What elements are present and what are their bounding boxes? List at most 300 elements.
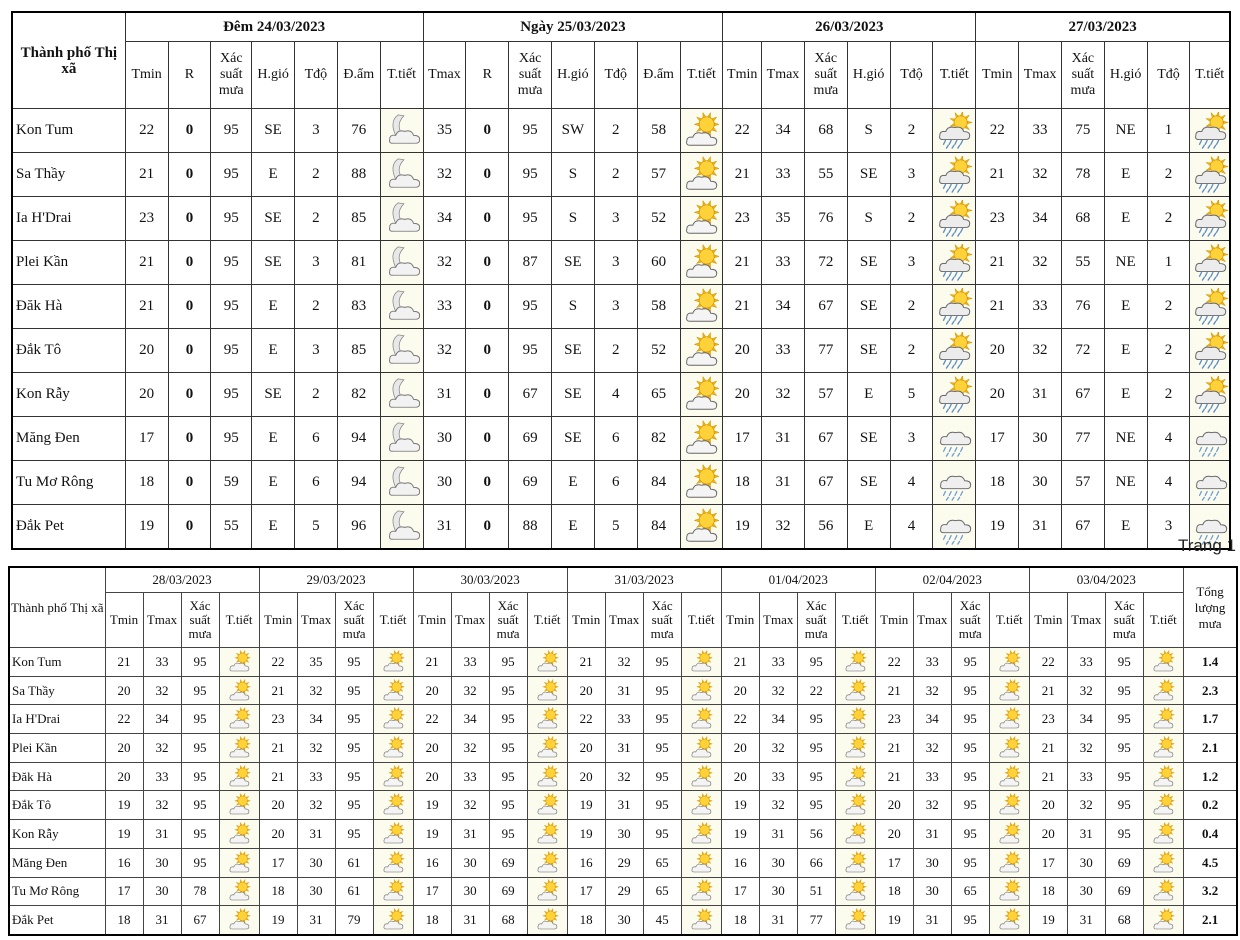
data-cell: 23 bbox=[1029, 705, 1067, 734]
data-cell: 17 bbox=[1029, 848, 1067, 877]
data-cell: 95 bbox=[1105, 676, 1143, 705]
data-cell: 20 bbox=[721, 762, 759, 791]
data-cell: 30 bbox=[759, 877, 797, 906]
sunny-cloud-icon bbox=[373, 848, 413, 877]
data-cell: 2 bbox=[890, 329, 933, 373]
data-cell: 32 bbox=[143, 734, 181, 763]
city-name: Tu Mơ Rông bbox=[12, 461, 125, 505]
cloudy-night-icon bbox=[380, 285, 423, 329]
data-cell: 21 bbox=[1029, 734, 1067, 763]
sunny-cloud-icon bbox=[989, 648, 1029, 677]
data-cell: 32 bbox=[1019, 153, 1062, 197]
data-cell: 0 bbox=[466, 373, 509, 417]
data-cell: 2 bbox=[295, 285, 338, 329]
data-cell: 95 bbox=[509, 285, 552, 329]
data-cell: 84 bbox=[637, 505, 680, 550]
data-cell: 55 bbox=[1061, 241, 1104, 285]
data-cell: 31 bbox=[297, 906, 335, 935]
data-cell: E bbox=[1104, 373, 1147, 417]
sunny-cloud-icon bbox=[373, 648, 413, 677]
data-cell: 21 bbox=[1029, 676, 1067, 705]
data-cell: 45 bbox=[643, 906, 681, 935]
data-cell: NE bbox=[1104, 417, 1147, 461]
data-cell: E bbox=[252, 417, 295, 461]
data-cell: 32 bbox=[143, 676, 181, 705]
data-cell: 33 bbox=[762, 153, 805, 197]
column-header: T.tiết bbox=[219, 593, 259, 648]
data-cell: 21 bbox=[125, 241, 168, 285]
data-cell: 57 bbox=[804, 373, 847, 417]
data-cell: 95 bbox=[951, 848, 989, 877]
sunny-cloud-icon bbox=[373, 906, 413, 935]
city-name: Plei Kần bbox=[12, 241, 125, 285]
sunny-cloud-icon bbox=[989, 705, 1029, 734]
city-name: Sa Thầy bbox=[12, 153, 125, 197]
data-cell: 51 bbox=[797, 877, 835, 906]
data-cell: NE bbox=[1104, 461, 1147, 505]
sunny-cloud-icon bbox=[1143, 762, 1183, 791]
sun-cloud-rain-icon bbox=[933, 153, 976, 197]
data-cell: 95 bbox=[335, 648, 373, 677]
data-cell: E bbox=[847, 505, 890, 550]
data-cell: 2 bbox=[1147, 329, 1190, 373]
data-cell: 0 bbox=[466, 241, 509, 285]
data-cell: SE bbox=[552, 417, 595, 461]
data-cell: 33 bbox=[1067, 648, 1105, 677]
data-cell: 59 bbox=[211, 461, 252, 505]
cloudy-night-icon bbox=[380, 109, 423, 153]
data-cell: 34 bbox=[423, 197, 466, 241]
data-cell: 30 bbox=[1019, 461, 1062, 505]
data-cell: 55 bbox=[804, 153, 847, 197]
data-cell: 33 bbox=[451, 762, 489, 791]
data-cell: 29 bbox=[605, 877, 643, 906]
sunny-cloud-icon bbox=[527, 877, 567, 906]
data-cell: 6 bbox=[594, 461, 637, 505]
data-cell: 22 bbox=[721, 705, 759, 734]
data-cell: 75 bbox=[1061, 109, 1104, 153]
data-cell: 21 bbox=[105, 648, 143, 677]
city-name: Plei Kần bbox=[9, 734, 105, 763]
data-cell: 95 bbox=[489, 820, 527, 849]
total-rain-cell: 1.7 bbox=[1183, 705, 1237, 734]
sunny-cloud-icon bbox=[373, 734, 413, 763]
cloudy-night-icon bbox=[380, 153, 423, 197]
city-column-header: Thành phố Thị xã bbox=[9, 567, 105, 648]
table-row bbox=[12, 197, 1230, 241]
data-cell: 95 bbox=[1105, 705, 1143, 734]
data-cell: 69 bbox=[489, 848, 527, 877]
data-cell: 33 bbox=[297, 762, 335, 791]
data-cell: 65 bbox=[951, 877, 989, 906]
sunny-cloud-icon bbox=[373, 762, 413, 791]
data-cell: 31 bbox=[451, 820, 489, 849]
sunny-cloud-icon bbox=[1143, 734, 1183, 763]
data-cell: 61 bbox=[335, 848, 373, 877]
sunny-cloud-icon bbox=[527, 648, 567, 677]
data-cell: 2 bbox=[1147, 285, 1190, 329]
column-header: Tmax bbox=[1019, 42, 1062, 109]
data-cell: 34 bbox=[762, 109, 805, 153]
data-cell: 60 bbox=[637, 241, 680, 285]
sunny-cloud-icon bbox=[681, 648, 721, 677]
data-cell: 18 bbox=[413, 906, 451, 935]
data-cell: 77 bbox=[804, 329, 847, 373]
data-cell: 95 bbox=[509, 329, 552, 373]
cloudy-night-icon bbox=[380, 197, 423, 241]
table-row bbox=[12, 329, 1230, 373]
cloudy-night-icon bbox=[380, 461, 423, 505]
sunny-cloud-icon bbox=[835, 848, 875, 877]
data-cell: 58 bbox=[637, 285, 680, 329]
city-name: Đắk Tô bbox=[9, 791, 105, 820]
cloud-rain-icon bbox=[933, 417, 976, 461]
data-cell: 2 bbox=[1147, 373, 1190, 417]
data-cell: 21 bbox=[875, 762, 913, 791]
data-cell: 57 bbox=[1061, 461, 1104, 505]
data-cell: SE bbox=[252, 109, 295, 153]
data-cell: 21 bbox=[259, 762, 297, 791]
data-cell: 17 bbox=[976, 417, 1019, 461]
data-cell: 17 bbox=[875, 848, 913, 877]
data-cell: 3 bbox=[295, 329, 338, 373]
data-cell: 95 bbox=[643, 676, 681, 705]
sunny-cloud-icon bbox=[835, 676, 875, 705]
city-name: Ia H'Drai bbox=[9, 705, 105, 734]
data-cell: 3 bbox=[890, 241, 933, 285]
data-cell: 31 bbox=[1019, 505, 1062, 550]
sunny-cloud-icon bbox=[1143, 848, 1183, 877]
data-cell: 0 bbox=[466, 109, 509, 153]
data-cell: 68 bbox=[804, 109, 847, 153]
data-cell: 19 bbox=[105, 820, 143, 849]
data-cell: 30 bbox=[297, 877, 335, 906]
data-cell: 2 bbox=[594, 329, 637, 373]
data-cell: 6 bbox=[594, 417, 637, 461]
data-cell: 88 bbox=[509, 505, 552, 550]
total-rain-cell: 2.1 bbox=[1183, 906, 1237, 935]
data-cell: 17 bbox=[723, 417, 762, 461]
sun-cloud-rain-icon bbox=[1190, 197, 1230, 241]
data-cell: 31 bbox=[913, 820, 951, 849]
data-cell: 20 bbox=[1029, 820, 1067, 849]
data-cell: 32 bbox=[423, 153, 466, 197]
data-cell: 18 bbox=[259, 877, 297, 906]
data-cell: 33 bbox=[762, 241, 805, 285]
sunny-cloud-icon bbox=[680, 417, 723, 461]
data-cell: 20 bbox=[875, 820, 913, 849]
data-cell: 33 bbox=[605, 705, 643, 734]
data-cell: 95 bbox=[181, 676, 219, 705]
data-cell: 33 bbox=[762, 329, 805, 373]
data-cell: NE bbox=[1104, 109, 1147, 153]
data-cell: 31 bbox=[605, 734, 643, 763]
city-name: Tu Mơ Rông bbox=[9, 877, 105, 906]
data-cell: 56 bbox=[797, 820, 835, 849]
data-cell: 16 bbox=[567, 848, 605, 877]
data-cell: 21 bbox=[1029, 762, 1067, 791]
data-cell: 19 bbox=[875, 906, 913, 935]
data-cell: 30 bbox=[451, 877, 489, 906]
data-cell: 33 bbox=[143, 762, 181, 791]
city-name: Măng Đen bbox=[12, 417, 125, 461]
data-cell: E bbox=[552, 505, 595, 550]
city-name: Kon Rẫy bbox=[12, 373, 125, 417]
data-cell: 20 bbox=[567, 762, 605, 791]
data-cell: 95 bbox=[181, 734, 219, 763]
sun-cloud-rain-icon bbox=[1190, 153, 1230, 197]
data-cell: 0 bbox=[168, 285, 211, 329]
cloudy-night-icon bbox=[380, 373, 423, 417]
data-cell: 95 bbox=[181, 848, 219, 877]
data-cell: 87 bbox=[509, 241, 552, 285]
date-group-header: 29/03/2023 bbox=[259, 567, 413, 593]
sunny-cloud-icon bbox=[681, 877, 721, 906]
sunny-cloud-icon bbox=[989, 820, 1029, 849]
city-name: Đăk Hà bbox=[9, 762, 105, 791]
data-cell: E bbox=[1104, 197, 1147, 241]
data-cell: 21 bbox=[875, 734, 913, 763]
column-header: T.tiết bbox=[681, 593, 721, 648]
data-cell: 32 bbox=[451, 734, 489, 763]
data-cell: 2 bbox=[594, 109, 637, 153]
sunny-cloud-icon bbox=[219, 734, 259, 763]
data-cell: E bbox=[1104, 505, 1147, 550]
data-cell: 31 bbox=[913, 906, 951, 935]
data-cell: 95 bbox=[489, 648, 527, 677]
city-name: Kon Tum bbox=[12, 109, 125, 153]
column-header: Xác suất mưa bbox=[804, 42, 847, 109]
data-cell: 30 bbox=[1019, 417, 1062, 461]
sunny-cloud-icon bbox=[680, 197, 723, 241]
total-rain-cell: 1.2 bbox=[1183, 762, 1237, 791]
data-cell: 78 bbox=[1061, 153, 1104, 197]
data-cell: 32 bbox=[759, 791, 797, 820]
data-cell: 76 bbox=[804, 197, 847, 241]
data-cell: 88 bbox=[337, 153, 380, 197]
data-cell: 20 bbox=[1029, 791, 1067, 820]
forecast-table-extended bbox=[8, 566, 1238, 936]
data-cell: 95 bbox=[643, 762, 681, 791]
data-cell: 21 bbox=[976, 153, 1019, 197]
column-header: Tmin bbox=[721, 593, 759, 648]
data-cell: 22 bbox=[567, 705, 605, 734]
sunny-cloud-icon bbox=[373, 676, 413, 705]
table-row bbox=[12, 109, 1230, 153]
data-cell: 18 bbox=[1029, 877, 1067, 906]
data-cell: 95 bbox=[643, 820, 681, 849]
data-cell: 29 bbox=[605, 848, 643, 877]
table-row bbox=[9, 676, 1237, 705]
data-cell: 18 bbox=[721, 906, 759, 935]
data-cell: 22 bbox=[105, 705, 143, 734]
column-header: Tmin bbox=[567, 593, 605, 648]
data-cell: 95 bbox=[509, 109, 552, 153]
column-header: H.gió bbox=[252, 42, 295, 109]
data-cell: 19 bbox=[413, 791, 451, 820]
data-cell: 20 bbox=[125, 373, 168, 417]
data-cell: E bbox=[252, 285, 295, 329]
data-cell: 3 bbox=[890, 417, 933, 461]
data-cell: 33 bbox=[451, 648, 489, 677]
sunny-cloud-icon bbox=[219, 791, 259, 820]
data-cell: 31 bbox=[605, 791, 643, 820]
data-cell: 32 bbox=[605, 762, 643, 791]
cloudy-night-icon bbox=[380, 329, 423, 373]
sunny-cloud-icon bbox=[989, 762, 1029, 791]
total-rain-header: Tổng lượng mưa bbox=[1183, 567, 1237, 648]
data-cell: 31 bbox=[451, 906, 489, 935]
column-header: H.gió bbox=[1104, 42, 1147, 109]
data-cell: 67 bbox=[804, 461, 847, 505]
sunny-cloud-icon bbox=[373, 791, 413, 820]
cloudy-night-icon bbox=[380, 505, 423, 550]
data-cell: 22 bbox=[723, 109, 762, 153]
sunny-cloud-icon bbox=[219, 848, 259, 877]
sunny-cloud-icon bbox=[1143, 820, 1183, 849]
cloud-rain-icon bbox=[933, 505, 976, 550]
column-header: T.tiết bbox=[373, 593, 413, 648]
data-cell: 31 bbox=[297, 820, 335, 849]
sunny-cloud-icon bbox=[989, 906, 1029, 935]
sunny-cloud-icon bbox=[680, 241, 723, 285]
data-cell: 19 bbox=[723, 505, 762, 550]
column-header: T.tiết bbox=[1143, 593, 1183, 648]
date-group-header: Đêm 24/03/2023 bbox=[125, 12, 423, 42]
data-cell: 32 bbox=[759, 734, 797, 763]
data-cell: 30 bbox=[423, 417, 466, 461]
data-cell: 19 bbox=[1029, 906, 1067, 935]
data-cell: 20 bbox=[259, 791, 297, 820]
city-column-header: Thành phố Thị xã bbox=[12, 12, 125, 109]
data-cell: S bbox=[847, 109, 890, 153]
data-cell: E bbox=[252, 461, 295, 505]
data-cell: 2 bbox=[890, 285, 933, 329]
data-cell: 69 bbox=[509, 417, 552, 461]
sunny-cloud-icon bbox=[680, 109, 723, 153]
data-cell: 95 bbox=[509, 197, 552, 241]
data-cell: 34 bbox=[451, 705, 489, 734]
data-cell: SE bbox=[552, 329, 595, 373]
data-cell: 0 bbox=[466, 153, 509, 197]
data-cell: 21 bbox=[567, 648, 605, 677]
data-cell: 32 bbox=[297, 791, 335, 820]
data-cell: 95 bbox=[335, 820, 373, 849]
data-cell: 32 bbox=[423, 241, 466, 285]
data-cell: 33 bbox=[1019, 285, 1062, 329]
sunny-cloud-icon bbox=[835, 648, 875, 677]
column-header: Đ.ẩm bbox=[337, 42, 380, 109]
data-cell: 18 bbox=[105, 906, 143, 935]
data-cell: 96 bbox=[337, 505, 380, 550]
sunny-cloud-icon bbox=[219, 705, 259, 734]
data-cell: 31 bbox=[1067, 906, 1105, 935]
column-header: Tmin bbox=[723, 42, 762, 109]
sunny-cloud-icon bbox=[680, 285, 723, 329]
data-cell: 95 bbox=[211, 373, 252, 417]
sunny-cloud-icon bbox=[680, 505, 723, 550]
data-cell: 17 bbox=[105, 877, 143, 906]
sunny-cloud-icon bbox=[527, 820, 567, 849]
data-cell: 95 bbox=[335, 791, 373, 820]
data-cell: E bbox=[252, 329, 295, 373]
data-cell: 94 bbox=[337, 417, 380, 461]
data-cell: 21 bbox=[721, 648, 759, 677]
data-cell: 33 bbox=[423, 285, 466, 329]
data-cell: 30 bbox=[759, 848, 797, 877]
cloudy-night-icon bbox=[380, 241, 423, 285]
data-cell: 81 bbox=[337, 241, 380, 285]
total-rain-cell: 0.2 bbox=[1183, 791, 1237, 820]
data-cell: 68 bbox=[489, 906, 527, 935]
data-cell: 31 bbox=[143, 820, 181, 849]
data-cell: 95 bbox=[797, 734, 835, 763]
sun-cloud-rain-icon bbox=[1190, 373, 1230, 417]
data-cell: 30 bbox=[605, 906, 643, 935]
data-cell: 95 bbox=[335, 676, 373, 705]
column-header: Tđộ bbox=[1147, 42, 1190, 109]
sunny-cloud-icon bbox=[219, 676, 259, 705]
sunny-cloud-icon bbox=[527, 906, 567, 935]
column-header: Xác suất mưa bbox=[489, 593, 527, 648]
column-header: Tmin bbox=[125, 42, 168, 109]
data-cell: 3 bbox=[295, 109, 338, 153]
data-cell: 76 bbox=[1061, 285, 1104, 329]
data-cell: 95 bbox=[211, 109, 252, 153]
data-cell: 31 bbox=[762, 417, 805, 461]
data-cell: 21 bbox=[125, 285, 168, 329]
sunny-cloud-icon bbox=[989, 676, 1029, 705]
data-cell: 32 bbox=[913, 734, 951, 763]
data-cell: 67 bbox=[1061, 373, 1104, 417]
data-cell: 95 bbox=[643, 734, 681, 763]
data-cell: 18 bbox=[976, 461, 1019, 505]
column-header: Xác suất mưa bbox=[1061, 42, 1104, 109]
data-cell: 34 bbox=[759, 705, 797, 734]
data-cell: 95 bbox=[489, 676, 527, 705]
column-header: T.tiết bbox=[989, 593, 1029, 648]
data-cell: 5 bbox=[295, 505, 338, 550]
data-cell: 33 bbox=[1067, 762, 1105, 791]
data-cell: 67 bbox=[509, 373, 552, 417]
table-row bbox=[9, 762, 1237, 791]
column-header: Xác suất mưa bbox=[509, 42, 552, 109]
data-cell: 95 bbox=[335, 705, 373, 734]
data-cell: 17 bbox=[413, 877, 451, 906]
date-group-header: 03/04/2023 bbox=[1029, 567, 1183, 593]
data-cell: 32 bbox=[759, 676, 797, 705]
data-cell: 4 bbox=[890, 505, 933, 550]
data-cell: 69 bbox=[1105, 848, 1143, 877]
city-name: Kon Rẫy bbox=[9, 820, 105, 849]
column-header: H.gió bbox=[847, 42, 890, 109]
data-cell: 3 bbox=[295, 241, 338, 285]
data-cell: 32 bbox=[1067, 791, 1105, 820]
column-header: Tmin bbox=[105, 593, 143, 648]
data-cell: 3 bbox=[890, 153, 933, 197]
city-name: Kon Tum bbox=[9, 648, 105, 677]
data-cell: 0 bbox=[466, 285, 509, 329]
sunny-cloud-icon bbox=[373, 820, 413, 849]
data-cell: 20 bbox=[105, 762, 143, 791]
data-cell: 84 bbox=[637, 461, 680, 505]
data-cell: 95 bbox=[951, 762, 989, 791]
data-cell: 34 bbox=[913, 705, 951, 734]
data-cell: 20 bbox=[875, 791, 913, 820]
data-cell: 95 bbox=[951, 791, 989, 820]
column-header: Xác suất mưa bbox=[643, 593, 681, 648]
data-cell: 20 bbox=[259, 820, 297, 849]
